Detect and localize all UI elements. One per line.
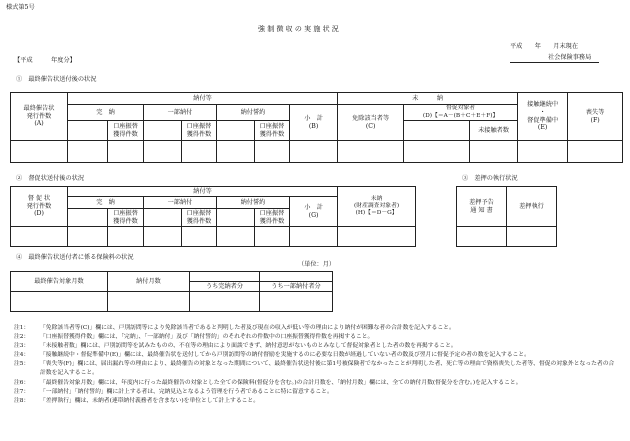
payment-pledge-header: 納付誓約: [217, 105, 290, 121]
input-cell[interactable]: [144, 227, 182, 247]
seizure-execution-header: 差押執行: [507, 187, 557, 227]
partial-payment-header: 一部納付: [144, 105, 217, 121]
input-cell[interactable]: [144, 141, 182, 163]
full-part-spacer: [190, 272, 260, 282]
partial-payment-transfer-header: 口座振替 獲得件数: [182, 209, 217, 227]
pledge-transfer-header: 口座振替 獲得件数: [255, 121, 290, 141]
seizure-notice-header: 差押予告 通 知 書: [457, 187, 507, 227]
note-7: 注7： 「一部納付」「納付誓約」欄に計上する者は、完納見込となるよう管理を行う者であることに特に留意すること。: [14, 388, 333, 395]
as-of-date: 平成 年 月末現在: [510, 43, 579, 50]
full-payment-transfer-header: 口座振替 獲得件数: [108, 121, 144, 141]
dunning-notice-count-header: 督 促 状 発行件数 (D): [11, 187, 68, 227]
note-4: 注4： 「接触継続中・督促準備中(E)」欄には、最終催告状を送付してから戸別訪問等の納付督励を実施するのに必要な日数が経過していない者の数及び翌月に督促予定の者の数を記入すること。: [14, 352, 530, 359]
input-cell[interactable]: [255, 227, 290, 247]
dunning-target-count-cell: [404, 121, 470, 141]
unreached-header: 未接触者数: [470, 121, 518, 141]
input-cell[interactable]: [68, 227, 108, 247]
section1-title: ① 最終催告状送付後の状況: [16, 76, 97, 83]
input-cell[interactable]: [217, 227, 255, 247]
page-title: 強 制 徴 収 の 実 施 状 況: [258, 25, 339, 33]
payment-pledge-header: 納付誓約: [217, 197, 290, 209]
input-cell[interactable]: [404, 141, 470, 163]
fiscal-period: 【平成 年度分】: [14, 57, 76, 64]
input-cell[interactable]: [11, 292, 108, 312]
section4-title: ④ 最終催告状送付者に係る保険料の状況: [16, 254, 134, 261]
note-1: 注1： 「免除該当者等(C)」欄には、戸別訪問等により免除該当者であると判明した者及び現在の収入が低い等の理由により納付が困難な者の合計数を記入すること。: [14, 325, 455, 331]
input-cell[interactable]: [68, 141, 108, 163]
input-cell[interactable]: [290, 227, 338, 247]
input-cell[interactable]: [338, 227, 416, 247]
section3-table: [456, 186, 557, 247]
input-cell[interactable]: [290, 141, 338, 163]
note-2: 注2： 「口座振替獲得件数」欄には、「完納」、「一部納付」及び「納付誓約」のそれぞれの件数中の口座振替獲得件数を再掲すること。: [14, 334, 374, 341]
partial-part-spacer: [260, 272, 333, 282]
subtotal-g-header: 小 計 (G): [290, 197, 338, 227]
target-months-header: 最終催告対象月数: [11, 272, 108, 292]
input-cell[interactable]: [507, 227, 557, 247]
input-cell[interactable]: [457, 227, 507, 247]
input-cell[interactable]: [260, 292, 333, 312]
full-payment-header: 完 納: [68, 197, 144, 209]
input-cell[interactable]: [518, 141, 568, 163]
input-cell[interactable]: [470, 141, 518, 163]
payment-group-header: 納付等: [68, 93, 338, 105]
exempt-c-header: 免除該当者等 (C): [338, 105, 404, 141]
input-cell[interactable]: [182, 141, 217, 163]
input-cell[interactable]: [108, 227, 144, 247]
full-payment-transfer-header: 口座振替 獲得件数: [108, 209, 144, 227]
input-cell[interactable]: [217, 141, 255, 163]
payment-group-header: 納付等: [68, 187, 338, 197]
input-cell[interactable]: [108, 292, 190, 312]
unit-label: （単位：月）: [298, 261, 336, 268]
pledge-transfer-header: 口座振替 獲得件数: [255, 209, 290, 227]
input-cell[interactable]: [11, 227, 68, 247]
section3-title: ③ 差押の執行状況: [462, 175, 518, 182]
full-payment-count-cell: [68, 121, 108, 141]
office-name: 社会保険事務局: [510, 55, 599, 63]
form-number: 様式第5号: [6, 4, 35, 11]
input-cell[interactable]: [568, 141, 623, 163]
dunning-target-header: 督促対象者 (D)【＝A－(B＋C＋E＋F)】: [404, 105, 518, 121]
ongoing-contact-header: 接触継続中 ・ 督促準備中 (E): [518, 93, 568, 141]
input-cell[interactable]: [338, 141, 404, 163]
notes-section: [14, 324, 620, 406]
unpaid-h-header: 未納 (財産調査対象者) (H)【＝D－G】: [338, 187, 416, 227]
final-notice-count-header: 最終催告状 発行件数 (A): [11, 93, 68, 141]
full-payment-header: 完 納: [68, 105, 144, 121]
note-8: 注8： 「差押執行」欄は、未納者(連帯納付義務者を含まない)を単位として計上すること。: [14, 397, 260, 404]
note-5: 注5： 「喪失等(F)」欄には、届出漏れ等の理由により、最終催告の対象となった期間について、最終催告状送付後に第1号被保険者でなかったことが判明した者、死亡等の理由で資格喪失した者等、督促の対象外となった者の合計数を記入すること。: [14, 361, 615, 377]
unpaid-group-header: 未 納: [338, 93, 518, 105]
section4-table: [10, 271, 333, 312]
note-3: 注3： 「未接触者数」欄には、戸別訪問等を試みたものの、不在等の理由により面談できず、納付意思がないものとみなして督促対象者とした者の数を再掲すること。: [14, 343, 457, 350]
section2-title: ② 督促状送付後の状況: [16, 175, 85, 182]
input-cell[interactable]: [182, 227, 217, 247]
input-cell[interactable]: [11, 141, 68, 163]
partial-payment-count-cell: [144, 209, 182, 227]
partial-payment-count-cell: [144, 121, 182, 141]
lost-qualification-header: 喪失等 (F): [568, 93, 623, 141]
full-payer-portion-header: うち完納者分: [190, 282, 260, 292]
full-payment-count-cell: [68, 209, 108, 227]
input-cell[interactable]: [255, 141, 290, 163]
pledge-count-cell: [217, 209, 255, 227]
partial-payment-header: 一部納付: [144, 197, 217, 209]
note-6: 注6： 「最終催告対象月数」欄には、年度内に行った最終催告の対象とした全ての保険料(督促分を含む。)の合計月数を、「納付月数」欄には、全ての納付月数(督促分を含む。)を記入すること。: [14, 379, 522, 386]
partial-payment-transfer-header: 口座振替 獲得件数: [182, 121, 217, 141]
input-cell[interactable]: [190, 292, 260, 312]
pledge-count-cell: [217, 121, 255, 141]
paid-months-header: 納付月数: [108, 272, 190, 292]
section1-table: [10, 92, 623, 163]
partial-payer-portion-header: うち一部納付者分: [260, 282, 333, 292]
input-cell[interactable]: [108, 141, 144, 163]
section2-table: [10, 186, 416, 247]
subtotal-b-header: 小 計 (B): [290, 105, 338, 141]
